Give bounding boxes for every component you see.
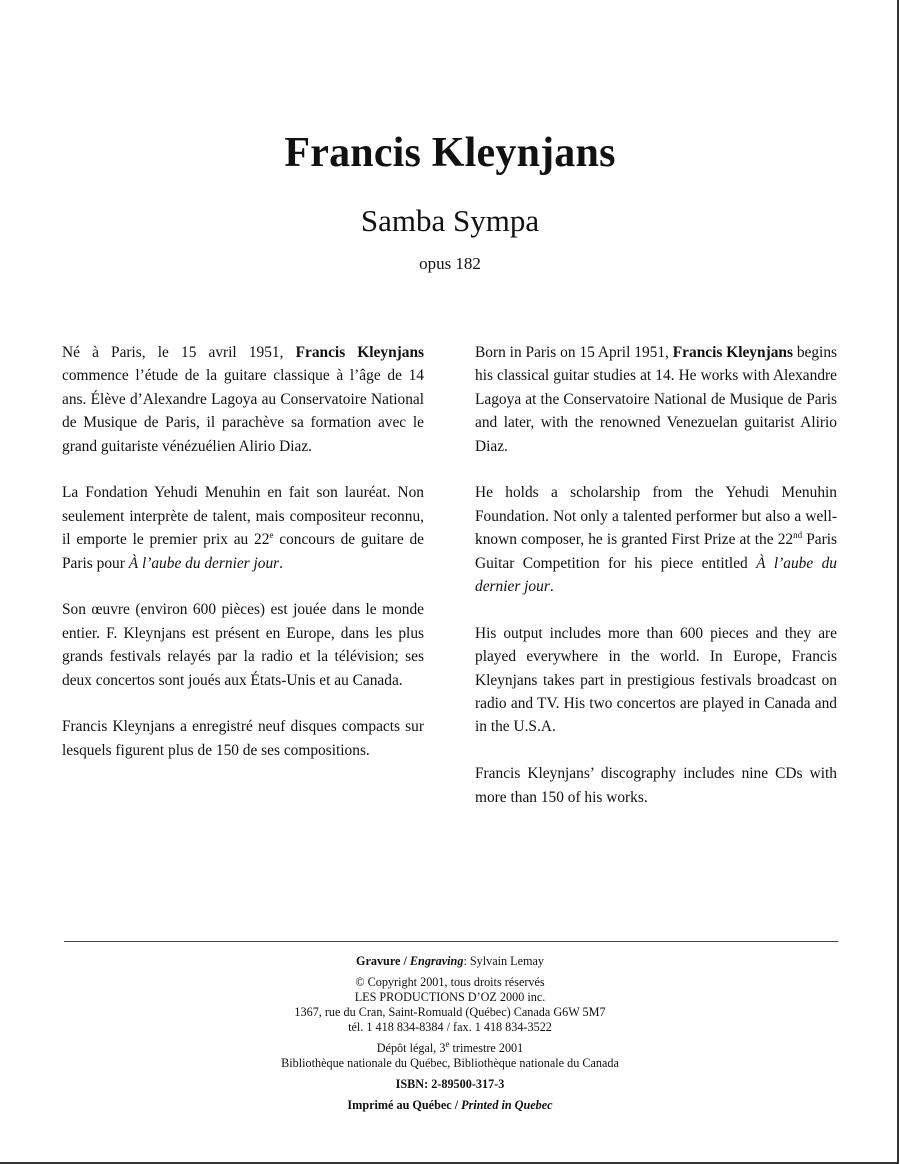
publisher-name: LES PRODUCTIONS D’OZ 2000 inc. bbox=[354, 990, 546, 1004]
french-p1-text-2: commence l’étude de la guitare classique à l’âge de 14 ans. Élève d’Alexandre Lagoya au Conservatoire National de Musique de Paris, il parachève sa formation avec le grand guitariste vénézuélien Alirio Diaz. bbox=[62, 367, 424, 455]
engraving-label: Engraving bbox=[409, 954, 464, 968]
english-p2-work-title: À l’aube du dernier jour bbox=[475, 554, 837, 596]
opus-number: opus 182 bbox=[419, 254, 481, 273]
french-p1-composer: Francis Kleynjans bbox=[295, 344, 425, 361]
engraving-credit bbox=[0, 954, 900, 969]
legal-deposit-text: Dépôt légal, 3 bbox=[376, 1041, 446, 1055]
piece-title: Samba Sympa bbox=[360, 203, 540, 238]
english-paragraph-3: His output includes more than 600 pieces and they are played everywhere in the world. In Europe, Francis Kleynjans takes part in prestigious festivals broadcast on radio and TV. His two concertos are played in Canada and in the U.S.A. bbox=[475, 624, 837, 736]
gravure-label: Gravure / bbox=[355, 954, 410, 968]
french-p2-work-title: À l’aube du dernier jour bbox=[128, 554, 280, 572]
legal-deposit bbox=[0, 1038, 900, 1056]
english-p2-text-2: Paris Guitar Competition for his piece entitled bbox=[475, 531, 837, 572]
publisher-phone: tél. 1 418 834-8384 / fax. 1 418 834-3522 bbox=[348, 1020, 552, 1034]
french-p1-text: Né à Paris, le 15 avril 1951, bbox=[62, 344, 296, 361]
french-paragraph-2 bbox=[62, 481, 424, 575]
engraver-name: : Sylvain Lemay bbox=[463, 954, 544, 968]
isbn: ISBN: 2-89500-317-3 bbox=[395, 1077, 505, 1091]
publication-credits bbox=[0, 954, 900, 1113]
legal-deposit-text-2: trimestre 2001 bbox=[449, 1041, 524, 1055]
english-p1-text: Born in Paris on 15 April 1951, bbox=[475, 344, 673, 361]
english-paragraph-1 bbox=[475, 341, 837, 458]
composer-name: Francis Kleynjans bbox=[284, 130, 616, 176]
french-paragraph-4: Francis Kleynjans a enregistré neuf disques compacts sur lesquels figurent plus de 150 de ses compositions. bbox=[62, 718, 424, 759]
french-paragraph-3: Son œuvre (environ 600 pièces) est jouée dans le monde entier. F. Kleynjans est présent en Europe, dans les plus grands festivals relayés par la radio et la télévision; ses deux concertos sont joués aux États-Unis et au Canada. bbox=[62, 601, 424, 689]
french-biography bbox=[62, 341, 424, 786]
french-paragraph-1 bbox=[62, 341, 424, 458]
english-p2-ordinal: nd bbox=[793, 530, 803, 541]
french-p2-period: . bbox=[279, 554, 284, 572]
english-p1-composer: Francis Kleynjans bbox=[672, 344, 793, 361]
legal-deposit-ordinal: e bbox=[445, 1038, 450, 1049]
national-libraries: Bibliothèque nationale du Québec, Bibliothèque nationale du Canada bbox=[281, 1056, 619, 1070]
copyright-line: © Copyright 2001, tous droits réservés bbox=[355, 975, 545, 989]
french-p2-text: La Fondation Yehudi Menuhin en fait son lauréat. Non seulement interprète de talent, mais compositeur reconnu, il emporte le premier prix au 22 bbox=[62, 484, 424, 549]
publisher-address: 1367, rue du Cran, Saint-Romuald (Québec) Canada G6W 5M7 bbox=[294, 1005, 606, 1019]
printed-in bbox=[0, 1098, 900, 1113]
english-paragraph-2 bbox=[475, 481, 837, 598]
english-p2-text: He holds a scholarship from the Yehudi Menuhin Foundation. Not only a talented performer but also a well-known composer, he is granted First Prize at the 22 bbox=[475, 484, 837, 549]
printed-in-english: Printed in Quebec bbox=[461, 1098, 553, 1112]
printed-in-french: Imprimé au Québec / bbox=[347, 1098, 462, 1112]
english-paragraph-4: Francis Kleynjans’ discography includes nine CDs with more than 150 of his works. bbox=[475, 765, 837, 806]
french-p2-ordinal: e bbox=[269, 530, 274, 541]
footer-divider bbox=[64, 941, 838, 942]
english-p2-period: . bbox=[549, 578, 554, 596]
french-p2-text-2: concours de guitare de Paris pour bbox=[62, 531, 424, 572]
english-biography bbox=[475, 341, 837, 832]
english-p1-text-2: begins his classical guitar studies at 14. He works with Alexandre Lagoya at the Conservatoire National de Musique de Paris and later, with the renowned Venezuelan guitarist Alirio Diaz. bbox=[475, 344, 838, 455]
